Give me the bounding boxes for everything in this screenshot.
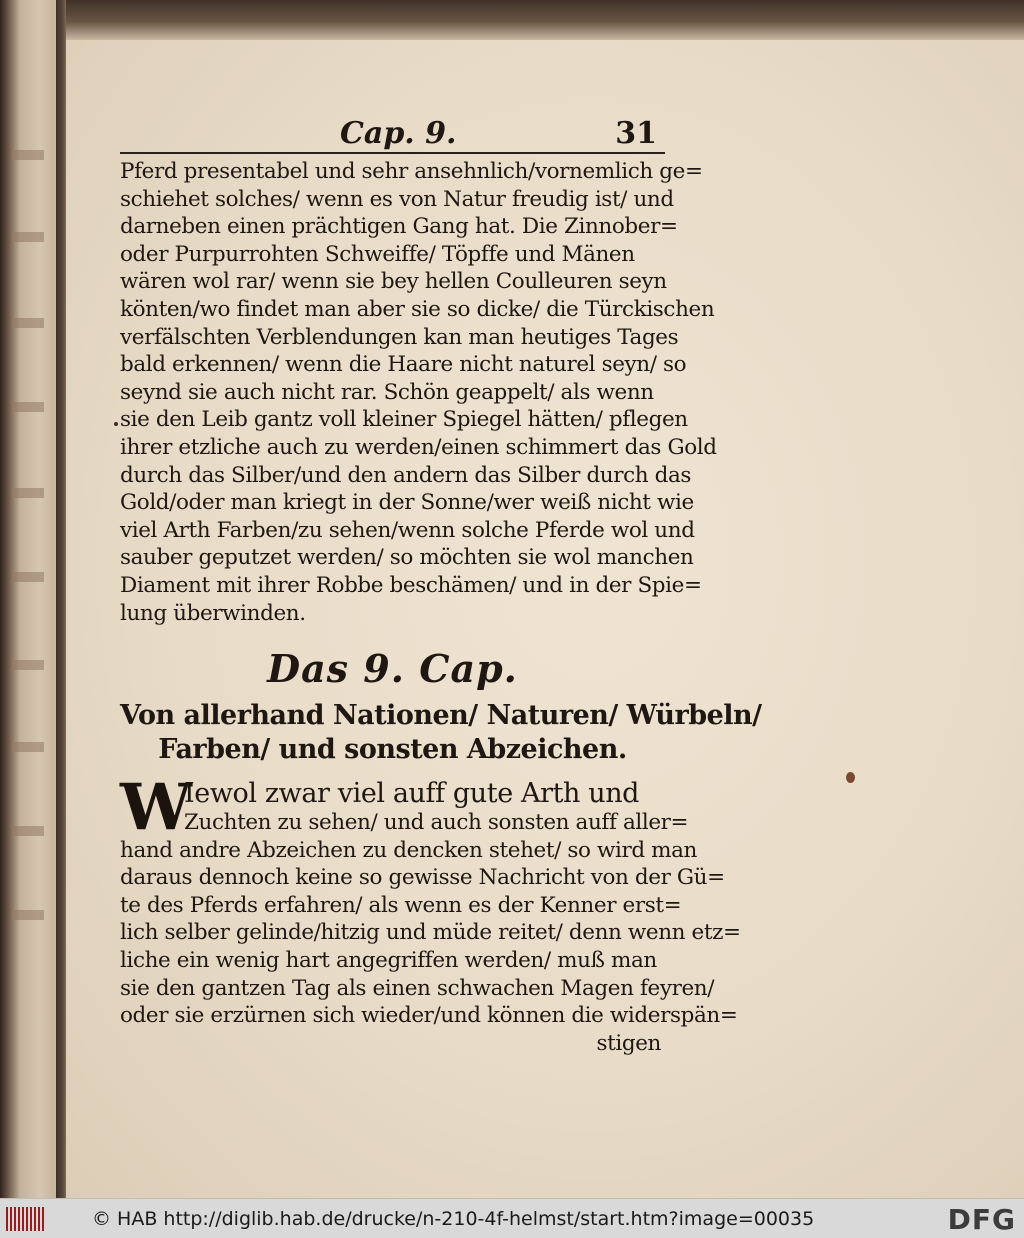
text-line: oder Purpurrohten Schweiffe/ Töpffe und Mänen: [120, 241, 635, 267]
adjacent-page-edge: [0, 0, 56, 1198]
text-line: wären wol rar/ wenn sie bey hellen Coulleuren seyn: [120, 269, 667, 295]
text-line: verfälschten Verblendungen kan man heutiges Tages: [120, 324, 679, 350]
text-line: ihrer etzliche auch zu werden/einen schimmert das Gold: [120, 434, 717, 460]
text-line: könten/wo findet man aber sie so dicke/ die Türckischen: [120, 296, 715, 322]
body-text: [120, 158, 717, 627]
copyright-url[interactable]: © HAB http://diglib.hab.de/drucke/n-210-4f-helmst/start.htm?image=00035: [92, 1208, 815, 1230]
chapter-heading-line: Farben/ und sonsten Abzeichen.: [158, 734, 627, 766]
text-line: darneben einen prächtigen Gang hat. Die Zinnober=: [120, 214, 678, 240]
catchword: stigen: [596, 1030, 661, 1056]
text-line: te des Pferds erfahren/ als wenn es der Kenner erst=: [120, 892, 682, 918]
page-number: 31: [615, 116, 657, 151]
text-line: liche ein wenig hart angegriffen werden/ muß man: [120, 948, 657, 974]
page-top-edge: [66, 0, 1024, 40]
text-line: lung überwinden.: [120, 600, 306, 626]
text-line: Zuchten zu sehen/ und auch sonsten auff aller=: [184, 810, 689, 836]
text-line: viel Arth Farben/zu sehen/wenn solche Pferde wol und: [120, 517, 695, 543]
hab-logo-icon: [6, 1207, 44, 1231]
dropcap-initial: W: [120, 770, 192, 846]
text-line: Iewol zwar viel auff gute Arth und: [184, 778, 640, 810]
text-line: Gold/oder man kriegt in der Sonne/wer weiß nicht wie: [120, 490, 694, 516]
text-line: Pferd presentabel und sehr ansehnlich/vornemlich ge=: [120, 159, 703, 184]
chapter-paragraph: [120, 770, 741, 1057]
text-line: schiehet solches/ wenn es von Natur freudig ist/ und: [120, 186, 674, 212]
dfg-logo: DFG: [947, 1203, 1016, 1236]
text-line: sie den gantzen Tag als einen schwachen Magen feyren/: [120, 975, 715, 1001]
running-head-title: Cap. 9.: [340, 116, 457, 151]
text-line: sauber geputzet werden/ so möchten sie wol manchen: [120, 545, 694, 571]
text-line: hand andre Abzeichen zu dencken stehet/ so wird man: [120, 837, 698, 863]
ink-speck: [114, 422, 118, 426]
viewer-footer: [0, 1198, 1024, 1238]
text-line: bald erkennen/ wenn die Haare nicht naturel seyn/ so: [120, 352, 687, 378]
text-line: seynd sie auch nicht rar. Schön geappelt/ als wenn: [120, 379, 654, 405]
page-text-block: [120, 112, 762, 1057]
text-line: lich selber gelinde/hitzig und müde reitet/ denn wenn etz=: [120, 920, 741, 946]
text-line: sie den Leib gantz voll kleiner Spiegel hätten/ pflegen: [120, 407, 688, 433]
text-line: durch das Silber/und den andern das Silber durch das: [120, 462, 692, 488]
ink-stain: [846, 772, 855, 783]
text-line: daraus dennoch keine so gewisse Nachricht von der Gü=: [120, 865, 725, 891]
chapter-title: Das 9. Cap.: [267, 646, 518, 692]
running-head: [120, 112, 665, 154]
chapter-heading-line: Von allerhand Nationen/ Naturen/ Würbeln/: [120, 700, 762, 732]
text-line: Diament mit ihrer Robbe beschämen/ und in der Spie=: [120, 572, 702, 598]
text-line: oder sie erzürnen sich wieder/und können die widerspän=: [120, 1003, 738, 1029]
